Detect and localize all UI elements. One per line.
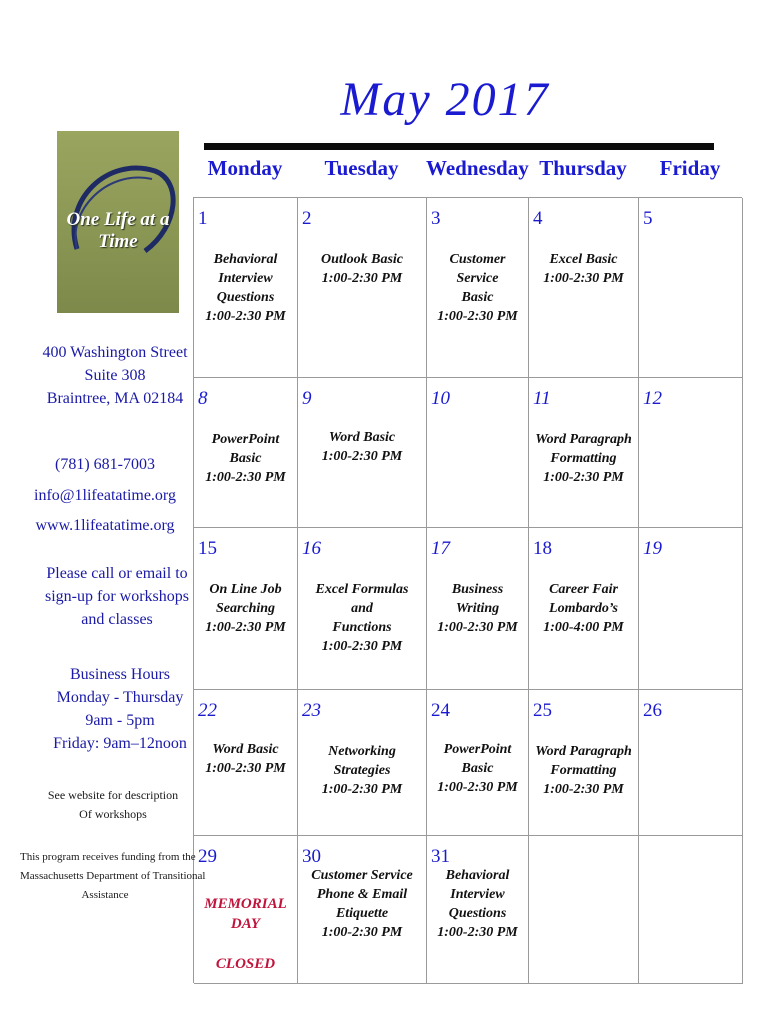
organization-logo bbox=[57, 131, 179, 313]
day-cell bbox=[639, 836, 743, 984]
event-title: Behavioral Interview Questions bbox=[213, 252, 278, 305]
day-cell bbox=[427, 836, 529, 984]
day-number: 10 bbox=[431, 388, 450, 409]
event-time: 1:00-2:30 PM bbox=[543, 782, 624, 797]
phone-number bbox=[20, 453, 190, 476]
workshop-event bbox=[535, 742, 632, 799]
event-time: 1:00-2:30 PM bbox=[321, 782, 403, 797]
event-time: 1:00-2:30 PM bbox=[321, 639, 403, 654]
event-time: 1:00-2:30 PM bbox=[205, 620, 286, 635]
day-number: 25 bbox=[533, 700, 552, 721]
website-note-line: Of workshops bbox=[79, 807, 147, 821]
day-number: 22 bbox=[198, 700, 217, 721]
funding-line: This program receives funding from the bbox=[20, 851, 196, 863]
note-line: sign-up for workshops bbox=[45, 588, 189, 605]
event-time: 1:00-2:30 PM bbox=[437, 309, 518, 324]
day-number: 19 bbox=[643, 538, 662, 559]
email-text[interactable]: info@1lifeatatime.org bbox=[34, 487, 176, 504]
day-number: 29 bbox=[198, 846, 217, 867]
day-number: 9 bbox=[302, 388, 312, 409]
day-cell bbox=[298, 378, 427, 528]
workshop-event bbox=[304, 250, 420, 288]
event-title: Excel Formulas and Functions bbox=[315, 582, 409, 635]
day-number: 3 bbox=[431, 208, 441, 229]
event-title: PowerPoint Basic bbox=[443, 742, 512, 776]
day-cell bbox=[529, 378, 639, 528]
address-line: Braintree, MA 02184 bbox=[46, 390, 184, 407]
day-number: 12 bbox=[643, 388, 662, 409]
day-cell bbox=[194, 836, 298, 984]
funding-line: Massachusetts Department of Transitional bbox=[20, 870, 206, 882]
event-time: 1:00-4:00 PM bbox=[543, 620, 624, 635]
day-cell bbox=[194, 528, 298, 690]
hours-line: Monday - Thursday bbox=[56, 689, 184, 706]
day-cell bbox=[529, 528, 639, 690]
website-link[interactable] bbox=[20, 514, 190, 537]
workshop-event bbox=[200, 740, 291, 778]
event-title: Networking Strategies bbox=[328, 744, 396, 778]
workshop-event bbox=[433, 740, 522, 797]
workshop-event bbox=[304, 428, 420, 466]
day-cell bbox=[639, 690, 743, 836]
holiday-closed-notice bbox=[200, 894, 291, 974]
day-number: 31 bbox=[431, 846, 450, 867]
event-time: 1:00-2:30 PM bbox=[321, 449, 403, 464]
event-title: Word Paragraph Formatting bbox=[535, 744, 632, 778]
hours-line: 9am - 5pm bbox=[85, 712, 155, 729]
website-text[interactable]: www.1lifeatatime.org bbox=[35, 517, 175, 534]
day-number: 18 bbox=[533, 538, 552, 559]
event-title: Word Basic bbox=[328, 430, 396, 445]
day-number: 11 bbox=[533, 388, 551, 409]
day-cell bbox=[639, 528, 743, 690]
website-note-line: See website for description bbox=[47, 788, 179, 802]
event-time: 1:00-2:30 PM bbox=[543, 470, 624, 485]
day-cell bbox=[529, 198, 639, 378]
day-cell bbox=[529, 690, 639, 836]
event-title: MEMORIAL DAY CLOSED bbox=[204, 896, 287, 972]
workshop-event bbox=[200, 580, 291, 637]
event-title: Business Writing bbox=[451, 582, 504, 616]
funding-note bbox=[20, 848, 206, 905]
day-number: 5 bbox=[643, 208, 653, 229]
signup-note bbox=[32, 562, 202, 631]
day-cell bbox=[427, 378, 529, 528]
event-time: 1:00-2:30 PM bbox=[543, 271, 624, 286]
day-header-tuesday: Tuesday bbox=[324, 156, 399, 180]
day-cell bbox=[639, 378, 743, 528]
note-line: Please call or email to bbox=[46, 565, 188, 582]
day-cell bbox=[194, 198, 298, 378]
day-number: 23 bbox=[302, 700, 321, 721]
day-cell bbox=[639, 198, 743, 378]
day-cell bbox=[298, 528, 427, 690]
day-header-thursday: Thursday bbox=[539, 156, 627, 180]
day-cell bbox=[194, 690, 298, 836]
day-number: 26 bbox=[643, 700, 662, 721]
event-time: 1:00-2:30 PM bbox=[321, 271, 403, 286]
day-cell bbox=[529, 836, 639, 984]
workshop-event bbox=[304, 866, 420, 942]
day-cell bbox=[194, 378, 298, 528]
workshop-event bbox=[535, 580, 632, 637]
day-number: 24 bbox=[431, 700, 450, 721]
workshop-event bbox=[535, 250, 632, 288]
workshop-event bbox=[200, 430, 291, 487]
event-time: 1:00-2:30 PM bbox=[205, 309, 286, 324]
workshop-event bbox=[200, 250, 291, 326]
address-block bbox=[30, 341, 200, 410]
day-cell bbox=[427, 198, 529, 378]
event-title: Career Fair Lombardo’s bbox=[549, 582, 618, 616]
business-hours bbox=[35, 663, 205, 755]
event-time: 1:00-2:30 PM bbox=[321, 925, 403, 940]
event-title: Customer Service Basic bbox=[449, 252, 506, 305]
website-note bbox=[28, 786, 198, 824]
day-number: 2 bbox=[302, 208, 312, 229]
workshop-event bbox=[304, 742, 420, 799]
event-time: 1:00-2:30 PM bbox=[205, 761, 286, 776]
day-number: 30 bbox=[302, 846, 321, 867]
event-time: 1:00-2:30 PM bbox=[437, 620, 518, 635]
day-cell bbox=[298, 836, 427, 984]
day-number: 17 bbox=[431, 538, 450, 559]
funding-line: Assistance bbox=[81, 889, 129, 901]
day-header-friday: Friday bbox=[659, 156, 721, 180]
event-title: Excel Basic bbox=[549, 252, 618, 267]
day-number: 15 bbox=[198, 538, 217, 559]
day-cell bbox=[298, 198, 427, 378]
workshop-event bbox=[535, 430, 632, 487]
workshop-event bbox=[433, 580, 522, 637]
day-number: 4 bbox=[533, 208, 543, 229]
event-title: Behavioral Interview Questions bbox=[445, 868, 510, 921]
note-line: and classes bbox=[81, 611, 153, 628]
workshop-event bbox=[433, 866, 522, 942]
event-time: 1:00-2:30 PM bbox=[437, 780, 518, 795]
day-cell bbox=[298, 690, 427, 836]
event-title: PowerPoint Basic bbox=[211, 432, 280, 466]
hours-line: Friday: 9am–12noon bbox=[53, 735, 187, 752]
logo-text: One Life at a Time bbox=[66, 209, 170, 252]
day-number: 16 bbox=[302, 538, 321, 559]
workshop-event bbox=[304, 580, 420, 656]
event-title: Word Basic bbox=[212, 742, 279, 757]
day-cell bbox=[427, 528, 529, 690]
event-title: Customer Service Phone & Email Etiquette bbox=[311, 868, 413, 921]
address-line: 400 Washington Street bbox=[42, 344, 188, 361]
day-cell bbox=[427, 690, 529, 836]
day-header-wednesday: Wednesday bbox=[426, 156, 529, 180]
event-time: 1:00-2:30 PM bbox=[437, 925, 518, 940]
day-number: 1 bbox=[198, 208, 208, 229]
day-header-monday: Monday bbox=[207, 156, 283, 180]
event-time: 1:00-2:30 PM bbox=[205, 470, 286, 485]
event-title: On Line Job Searching bbox=[209, 582, 282, 616]
address-line: Suite 308 bbox=[84, 367, 146, 384]
workshop-event bbox=[433, 250, 522, 326]
day-number: 8 bbox=[198, 388, 208, 409]
email-link[interactable] bbox=[20, 484, 190, 507]
event-title: Word Paragraph Formatting bbox=[535, 432, 632, 466]
title-divider bbox=[204, 143, 714, 150]
hours-line: Business Hours bbox=[69, 666, 170, 683]
calendar-title: May 2017 bbox=[340, 73, 550, 126]
event-title: Outlook Basic bbox=[320, 252, 404, 267]
phone-text: (781) 681-7003 bbox=[55, 456, 155, 473]
calendar-grid bbox=[193, 197, 742, 983]
